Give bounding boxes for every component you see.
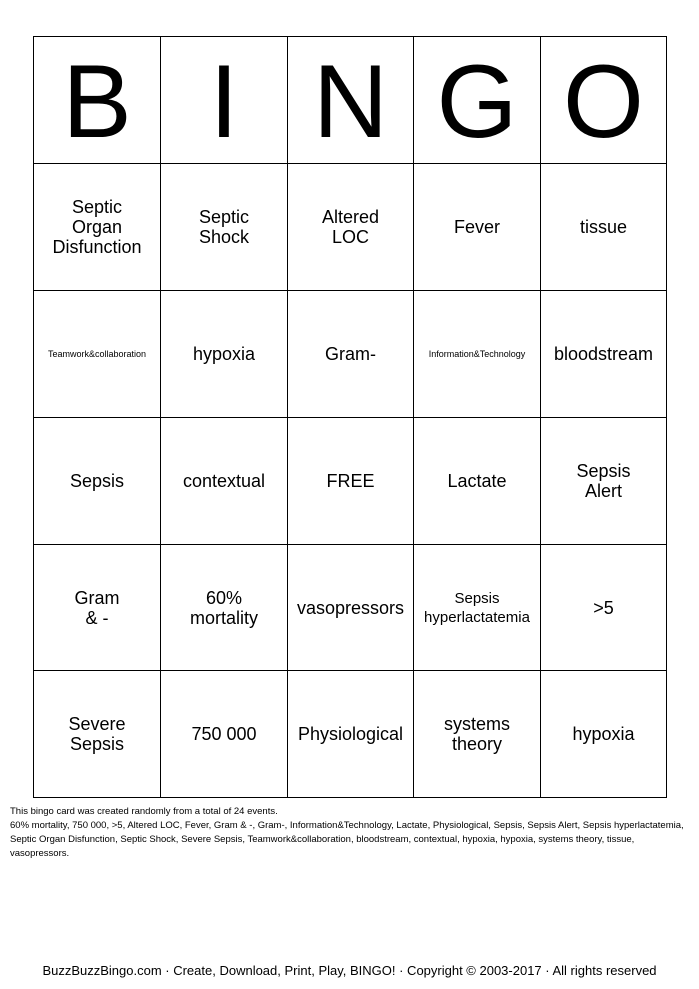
bingo-cell: Sepsis <box>34 418 161 545</box>
bingo-cell: systems theory <box>414 671 541 798</box>
bingo-cell: Gram- <box>288 291 414 418</box>
bingo-cell: hypoxia <box>541 671 667 798</box>
bingo-cell: Information&Technology <box>414 291 541 418</box>
bingo-cell: Septic Organ Disfunction <box>34 164 161 291</box>
bingo-cell: Teamwork&collaboration <box>34 291 161 418</box>
bingo-cell: Sepsis hyperlactatemia <box>414 545 541 671</box>
bingo-cell: Physiological <box>288 671 414 798</box>
bingo-cell: Fever <box>414 164 541 291</box>
bingo-cell: Severe Sepsis <box>34 671 161 798</box>
bingo-cell: vasopressors <box>288 545 414 671</box>
info-event-list: 60% mortality, 750 000, >5, Altered LOC, Fever, Gram & -, Gram-, Information&Technology, Lactate, Physiological, Sepsis, Sepsis Alert, Sepsis hyperlactatemia, Septic Organ Disfunction, Septic Shock, Severe Sepsis, Teamwork&collaboration, bloodstream, contextual, hypoxia, hypoxia, systems theory, tissue, vasopressors. <box>10 820 684 859</box>
bingo-cell: 750 000 <box>161 671 288 798</box>
bingo-cell: 60% mortality <box>161 545 288 671</box>
header-letter-b: B <box>34 37 161 164</box>
bingo-cell: tissue <box>541 164 667 291</box>
header-letter-n: N <box>288 37 414 164</box>
bingo-cell: >5 <box>541 545 667 671</box>
bingo-cell: Altered LOC <box>288 164 414 291</box>
header-letter-o: O <box>541 37 667 164</box>
site-footer: BuzzBuzzBingo.com · Create, Download, Print, Play, BINGO! · Copyright © 2003-2017 · All rights reserved <box>42 963 657 978</box>
bingo-cell: contextual <box>161 418 288 545</box>
info-summary: This bingo card was created randomly from a total of 24 events. <box>10 806 278 817</box>
bingo-cell: hypoxia <box>161 291 288 418</box>
header-letter-g: G <box>414 37 541 164</box>
free-space-cell: FREE <box>288 418 414 545</box>
bingo-cell: Septic Shock <box>161 164 288 291</box>
bingo-cell: Gram & - <box>34 545 161 671</box>
bingo-cell: Sepsis Alert <box>541 418 667 545</box>
bingo-cell: bloodstream <box>541 291 667 418</box>
bingo-cell: Lactate <box>414 418 541 545</box>
card-info <box>10 805 692 861</box>
header-letter-i: I <box>161 37 288 164</box>
bingo-card <box>33 36 667 798</box>
